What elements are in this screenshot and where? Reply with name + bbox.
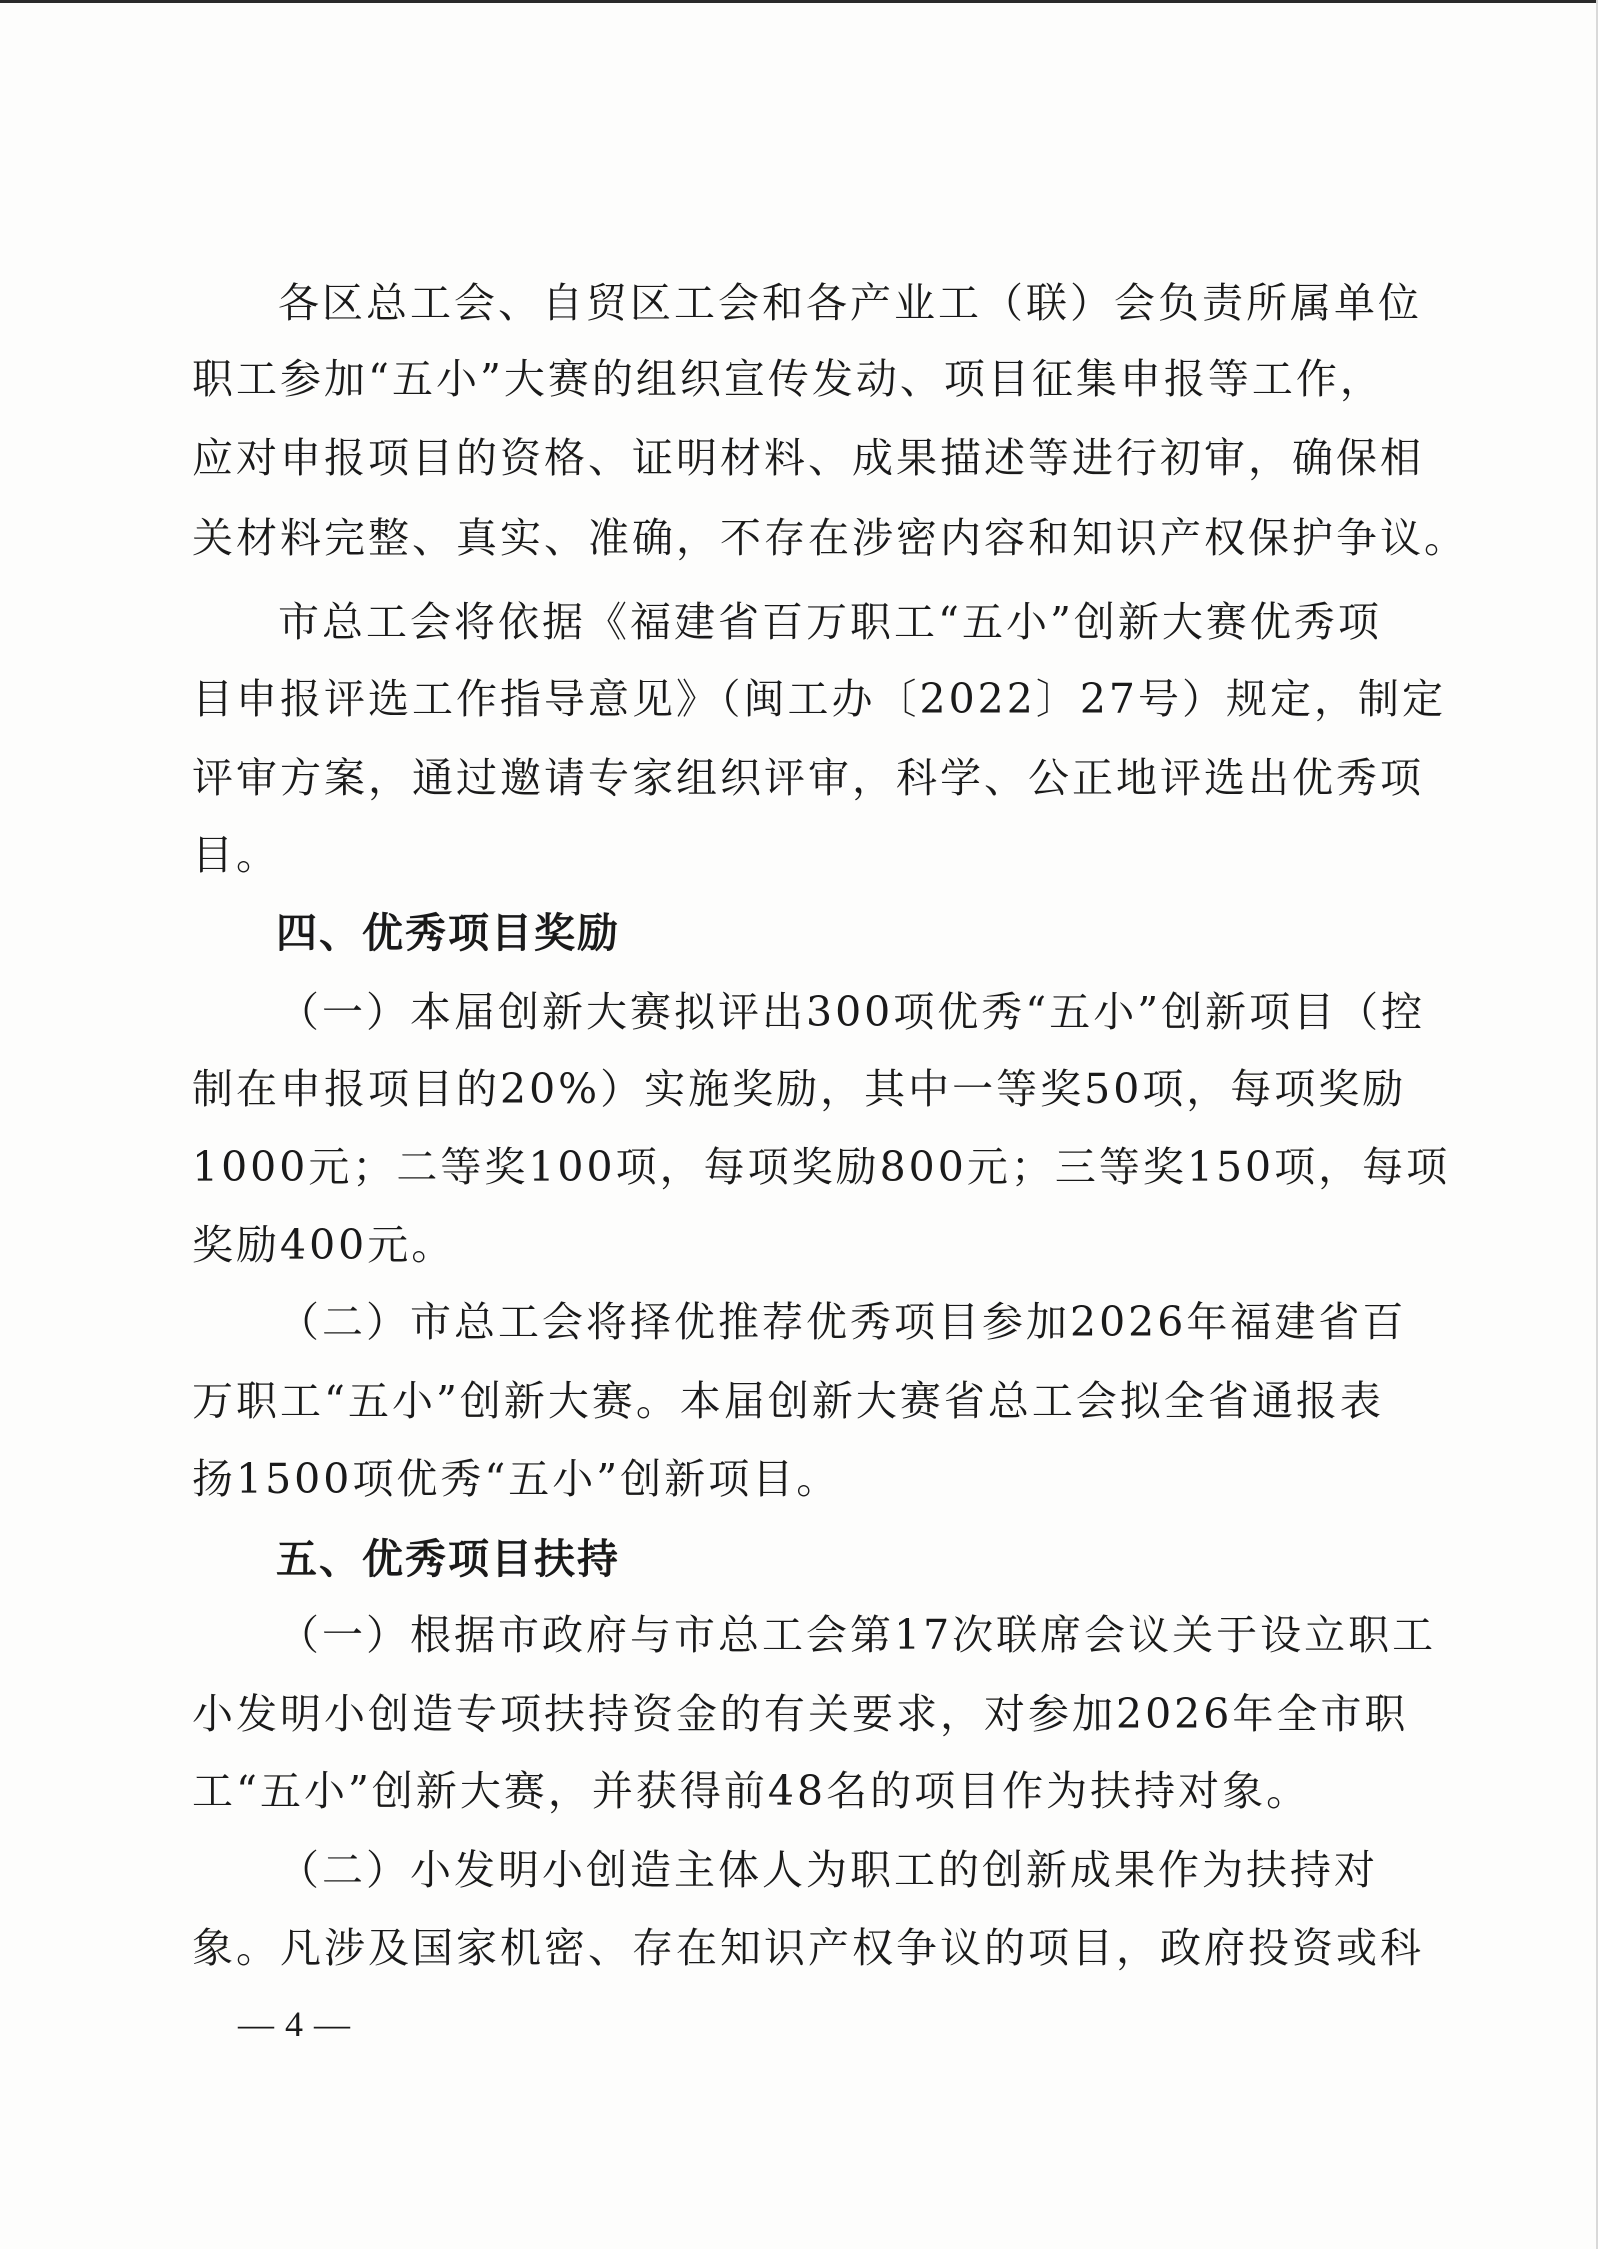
text-line: （一）根据市政府与市总工会第17次联席会议关于设立职工	[278, 1611, 1437, 1659]
scan-top-edge	[0, 0, 1598, 3]
text-line: 应对申报项目的资格、证明材料、成果描述等进行初审，确保相	[192, 434, 1424, 482]
text-line: 扬1500项优秀“五小”创新项目。	[192, 1455, 841, 1503]
text-line: 1000元；二等奖100项，每项奖励800元；三等奖150项，每项	[192, 1143, 1451, 1191]
text-line: 各区总工会、自贸区工会和各产业工（联）会负责所属单位	[278, 279, 1422, 327]
text-line: 小发明小创造专项扶持资金的有关要求，对参加2026年全市职	[192, 1690, 1409, 1738]
text-line: 象。凡涉及国家机密、存在知识产权争议的项目，政府投资或科	[192, 1924, 1424, 1972]
text-line: 万职工“五小”创新大赛。本届创新大赛省总工会拟全省通报表	[192, 1377, 1384, 1425]
text-line: （二）市总工会将择优推荐优秀项目参加2026年福建省百	[278, 1298, 1407, 1346]
text-line: 制在申报项目的20%）实施奖励，其中一等奖50项，每项奖励	[192, 1065, 1407, 1113]
page-number: — 4 —	[238, 2004, 351, 2044]
section-heading-5: 五、优秀项目扶持	[276, 1535, 620, 1583]
section-heading-4: 四、优秀项目奖励	[276, 909, 620, 957]
text-line: 目。	[192, 831, 280, 879]
text-line: 评审方案，通过邀请专家组织评审，科学、公正地评选出优秀项	[192, 754, 1424, 802]
text-line: 目申报评选工作指导意见》（闽工办〔2022〕27号）规定，制定	[192, 675, 1447, 723]
text-line: 关材料完整、真实、准确，不存在涉密内容和知识产权保护争议。	[192, 514, 1468, 562]
text-line: 奖励400元。	[192, 1221, 456, 1269]
text-line: 市总工会将依据《福建省百万职工“五小”创新大赛优秀项	[278, 598, 1382, 646]
text-line: （一）本届创新大赛拟评出300项优秀“五小”创新项目（控	[278, 988, 1426, 1036]
text-line: 职工参加“五小”大赛的组织宣传发动、项目征集申报等工作，	[192, 355, 1384, 403]
text-line: （二）小发明小创造主体人为职工的创新成果作为扶持对	[278, 1846, 1378, 1894]
text-line: 工“五小”创新大赛，并获得前48名的项目作为扶持对象。	[192, 1767, 1311, 1815]
